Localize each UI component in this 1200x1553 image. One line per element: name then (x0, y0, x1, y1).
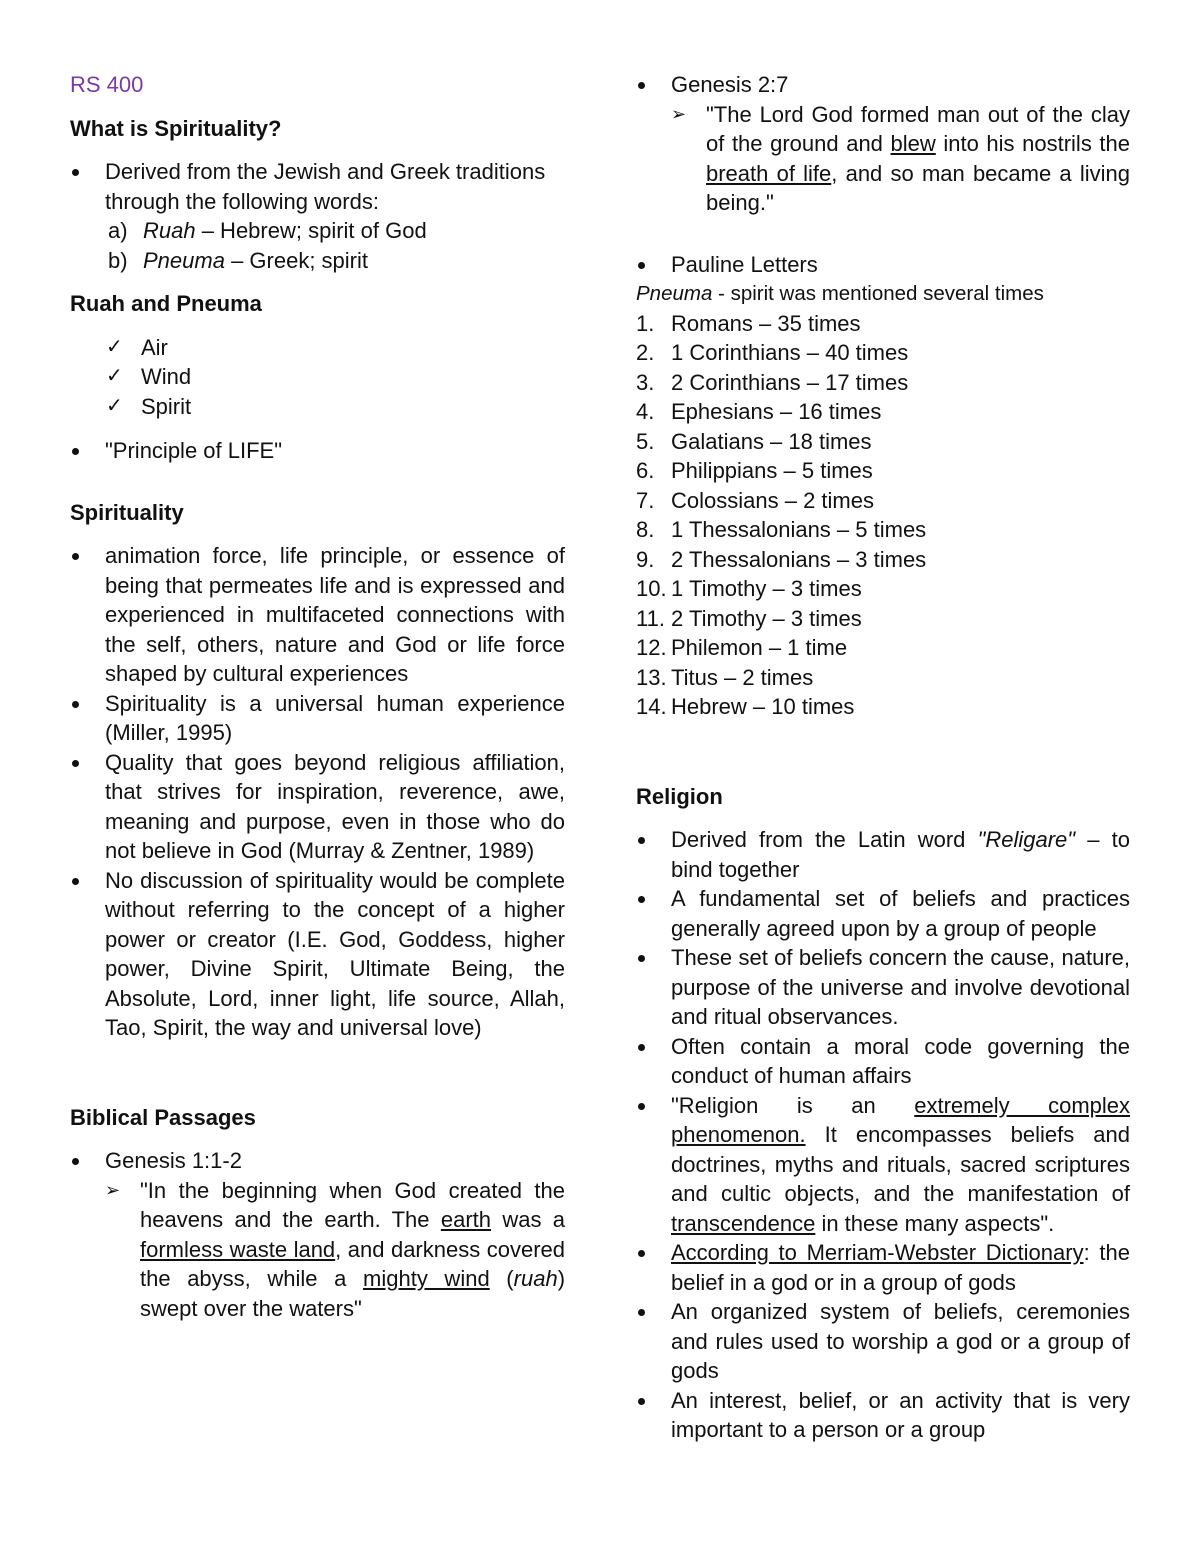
pneuma-note: Pneuma - spirit was mentioned several times (636, 282, 1044, 305)
list-item: 10. 1 Timothy – 3 times (636, 576, 862, 601)
list-item: 6. Philippians – 5 times (636, 458, 873, 483)
religion-heading: Religion (636, 783, 723, 809)
list-item: 1. Romans – 35 times (636, 310, 861, 336)
meaning-checklist (70, 333, 565, 422)
left-column (70, 70, 565, 1323)
list-item: 13. Titus – 2 times (636, 664, 814, 690)
principle-bullet: "Principle of LIFE" (70, 436, 565, 466)
checkmark-icon: ✓ (106, 365, 123, 387)
list-item: 5. Galatians – 18 times (636, 428, 872, 454)
word-pneuma: b) Pneuma – Greek; spirit (108, 247, 368, 273)
principle-list (70, 436, 565, 466)
spirituality-bullet: Quality that goes beyond religious affiliation, that strives for inspiration, reverence, awe, meaning and purpose, even in those who do not believe in God (Murray & Zentner, 1989) (70, 748, 565, 866)
letters-list (636, 309, 1130, 722)
list-item: 14. Hebrew – 10 times (636, 694, 855, 719)
list-item: 3. 2 Corinthians – 17 times (636, 369, 909, 395)
religion-list (636, 825, 1130, 1445)
derived-bullet: Derived from the Jewish and Greek traditions through the following words: a) Ruah – Hebrew; spirit of God b) Pneuma – Greek; spirit (70, 157, 565, 275)
ruah-pneuma-heading: Ruah and Pneuma (70, 291, 262, 316)
pauline-bullet: Pauline Letters (636, 250, 1130, 280)
genesis2-list (636, 70, 1130, 218)
spirituality-bullet: Spirituality is a universal human experience (Miller, 1995) (70, 689, 565, 748)
derived-list (70, 157, 565, 275)
arrow-bullet-icon: ➢ (671, 103, 687, 124)
religion-bullet: Often contain a moral code governing the conduct of human affairs (636, 1032, 1130, 1091)
list-item: 9. 2 Thessalonians – 3 times (636, 546, 927, 572)
list-item: 2. 1 Corinthians – 40 times (636, 340, 909, 365)
genesis1-bullet: Genesis 1:1-2 ➢ "In the beginning when God created the heavens and the earth. The earth was a formless waste land, and darkness covered the abyss, while a mighty wind (ruah) swept over the waters" (70, 1146, 565, 1323)
checkmark-icon: ✓ (106, 335, 123, 358)
religion-bullet: Derived from the Latin word "Religare" – to bind together (636, 825, 1130, 884)
genesis2-bullet: Genesis 2:7 ➢ "The Lord God formed man out of the clay of the ground and blew into his nostrils the breath of life, and so man became a living being." (636, 70, 1130, 218)
list-item: 7. Colossians – 2 times (636, 487, 874, 513)
right-column (636, 70, 1130, 1445)
pauline-list (636, 250, 1130, 280)
course-code: RS 400 (70, 72, 144, 97)
biblical-passages-heading: Biblical Passages (70, 1104, 256, 1130)
religion-bullet: A fundamental set of beliefs and practices generally agreed upon by a group of people (636, 884, 1130, 943)
spirituality-heading: Spirituality (70, 499, 184, 525)
religion-bullet: An interest, belief, or an activity that is very important to a person or a group (636, 1386, 1130, 1445)
checklist-item: ✓ Air (106, 333, 565, 363)
list-item: 8. 1 Thessalonians – 5 times (636, 517, 927, 542)
list-item: 11. 2 Timothy – 3 times (636, 605, 862, 631)
genesis1-list (70, 1146, 565, 1323)
list-item: 12. Philemon – 1 time (636, 635, 848, 660)
spirituality-list (70, 541, 565, 1043)
spirituality-bullet: animation force, life principle, or essence of being that permeates life and is expressed and experienced in multifaceted connections with the self, others, nature and God or life force shaped by cultural experiences (70, 541, 565, 689)
checklist-item: ✓ Spirit (106, 392, 565, 422)
checkmark-icon: ✓ (106, 394, 123, 417)
religion-bullet: "Religion is an extremely complex phenomenon. It encompasses beliefs and doctrines, myths and rituals, sacred scriptures and cultic objects, and the manifestation of transcendence in these many aspects". (636, 1091, 1130, 1239)
religion-bullet: An organized system of beliefs, ceremonies and rules used to worship a god or a group of gods (636, 1297, 1130, 1386)
what-is-spirituality-heading: What is Spirituality? (70, 115, 282, 141)
religion-bullet: These set of beliefs concern the cause, nature, purpose of the universe and involve devotional and ritual observances. (636, 943, 1130, 1032)
arrow-bullet-icon: ➢ (105, 1179, 121, 1200)
genesis2-quote: ➢ "The Lord God formed man out of the clay of the ground and blew into his nostrils the breath of life, and so man became a living being." (671, 101, 1130, 215)
list-item: 4. Ephesians – 16 times (636, 399, 882, 424)
religion-bullet: According to Merriam-Webster Dictionary: the belief in a god or in a group of gods (636, 1238, 1130, 1297)
checklist-item: ✓ Wind (106, 362, 565, 392)
spirituality-bullet: No discussion of spirituality would be complete without referring to the concept of a higher power or creator (I.E. God, Goddess, higher power, Divine Spirit, Ultimate Being, the Absolute, Lord, inner light, life source, Allah, Tao, Spirit, the way and universal love) (70, 866, 565, 1043)
genesis1-quote: ➢ "In the beginning when God created the heavens and the earth. The earth was a formless waste land, and darkness covered the abyss, while a mighty wind (ruah) swept over the waters" (105, 1177, 566, 1321)
word-ruah: a) Ruah – Hebrew; spirit of God (108, 218, 427, 243)
